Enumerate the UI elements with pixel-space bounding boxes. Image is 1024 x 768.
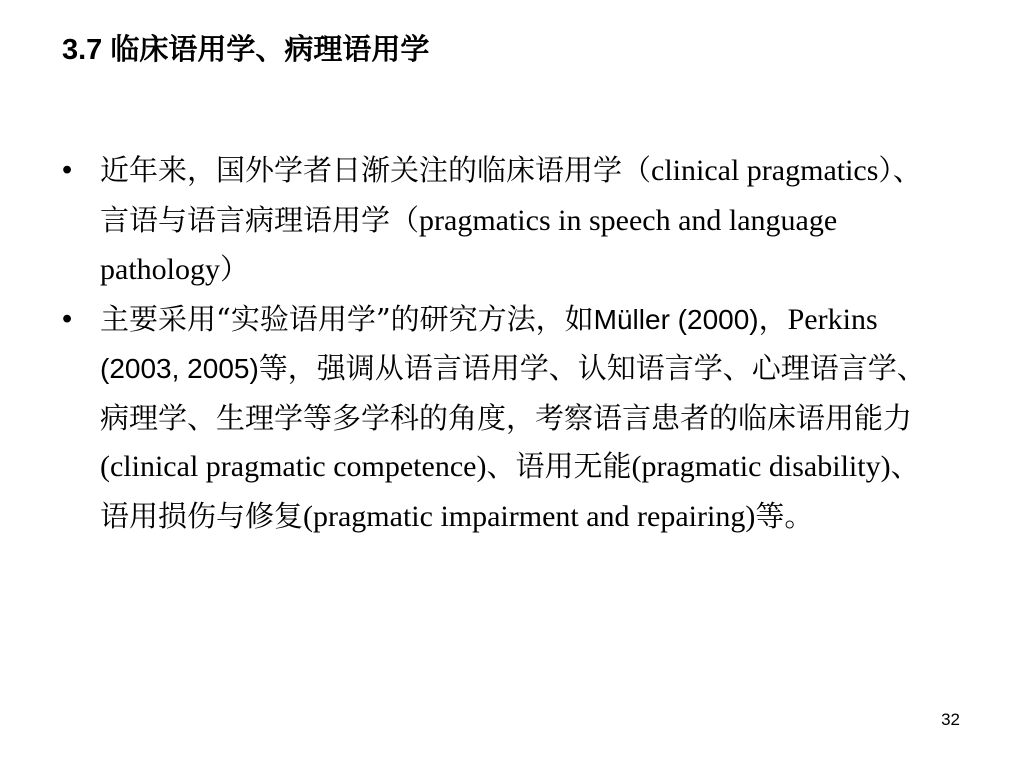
- slide-title: 3.7 临床语用学、病理语用学: [62, 34, 430, 66]
- bullet-text-run: 主要采用“实验语用学”的研究方法，如: [100, 301, 594, 336]
- bullet-item-research-methods: [62, 295, 942, 542]
- bullet-text-run: pragmatics in speech and language pathology: [100, 203, 838, 286]
- bullet-text-run: 近年来，国外学者日渐关注的临床语用学（: [100, 153, 652, 187]
- bullet-text-run: (2003, 2005): [100, 353, 259, 384]
- bullet-text-run: 、语用损伤与修复: [100, 449, 920, 533]
- bullet-text-run: (pragmatic disability): [631, 450, 891, 483]
- bullet-text-run: ，: [758, 301, 788, 336]
- bullet-text-run: (clinical pragmatic competence): [100, 450, 487, 483]
- bullet-list: [62, 146, 942, 541]
- bullet-text-run: Müller (2000): [593, 303, 759, 335]
- bullet-text-run: ）: [220, 252, 250, 286]
- page-number: 32: [941, 710, 960, 729]
- bullet-marker: •: [62, 302, 73, 335]
- bullet-text-run: ）、言语与语言病理语用学（: [100, 153, 922, 237]
- bullet-text-run: 等，强调从语言语用学、认知语言学、心理语言学、病理学、生理学等多学科的角度，考察语言患者的临床语用能力: [100, 351, 926, 435]
- bullet-marker: •: [62, 154, 73, 186]
- bullet-text-run: 等。: [755, 498, 814, 533]
- bullet-text-run: 、语用无能: [486, 449, 632, 483]
- bullet-text-run: Perkins: [787, 302, 878, 336]
- bullet-text-run: clinical pragmatics: [651, 154, 879, 187]
- bullet-item-clinical-pragmatics: [62, 146, 942, 295]
- bullet-text-run: (pragmatic impairment and repairing): [303, 499, 756, 533]
